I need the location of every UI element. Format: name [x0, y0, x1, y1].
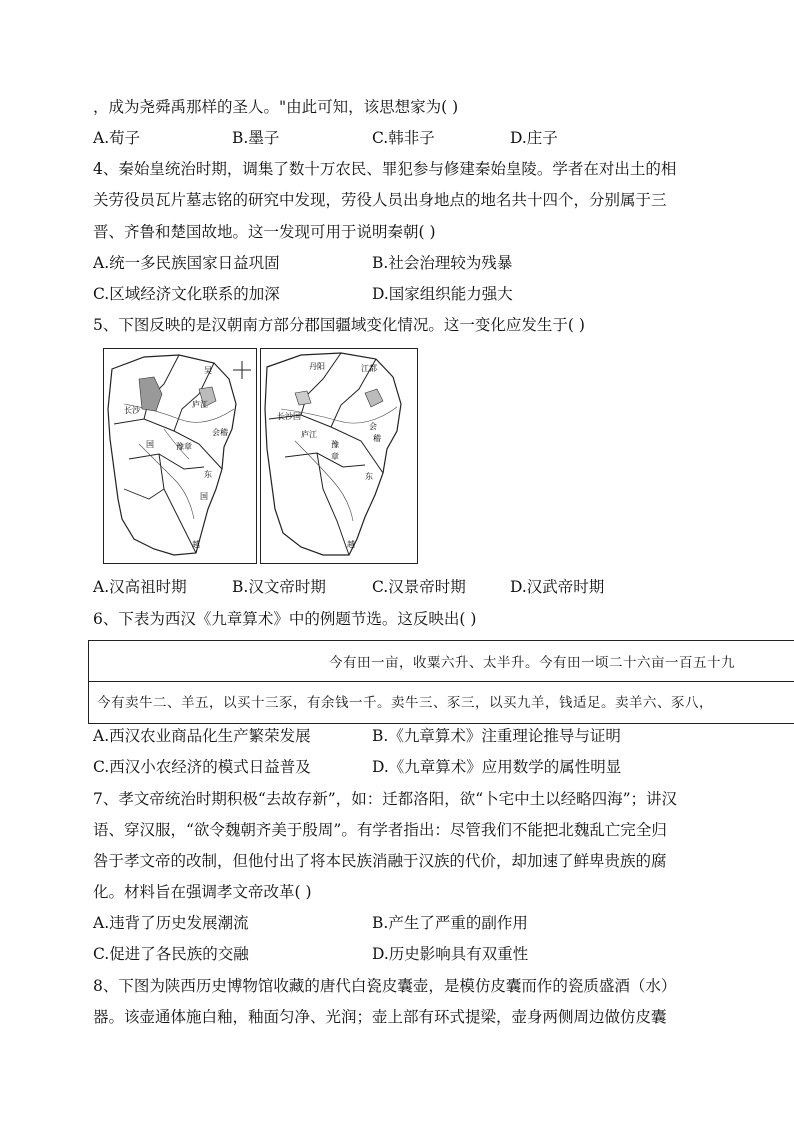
- question-4-stem-line3: 晋、齐鲁和楚国故地。这一发现可用于说明秦朝( ): [93, 223, 436, 241]
- question-8-stem-line1: 8、下图为陕西历史博物馆收藏的唐代白瓷皮囊壶，是模仿皮囊而作的瓷质盛酒（水）: [93, 977, 677, 995]
- map-label: 东: [365, 472, 373, 481]
- han-map-after: [260, 348, 418, 564]
- map-label: 越: [347, 540, 355, 549]
- table-row-divider: [89, 681, 794, 682]
- q4-option-a[interactable]: A.统一多民族国家日益巩固: [93, 254, 280, 272]
- q6-option-c[interactable]: C.西汉小农经济的模式日益普及: [93, 758, 311, 776]
- q4-option-d[interactable]: D.国家组织能力强大: [372, 285, 513, 303]
- han-map-after-drawing: [261, 349, 417, 563]
- map-label: 江都: [361, 364, 377, 373]
- map-label: 庐江: [301, 430, 317, 439]
- question-4-stem-line2: 关劳役员瓦片墓志铭的研究中发现，劳役人员出身地点的地名共十四个，分别属于三: [93, 191, 667, 209]
- q5-option-c[interactable]: C.汉景帝时期: [372, 578, 466, 596]
- question-7-stem-line3: 咎于孝文帝的改制，但他付出了将本民族消融于汉族的代价，却加速了鲜卑贵族的腐: [93, 852, 667, 870]
- q3-option-b[interactable]: B.墨子: [232, 129, 280, 147]
- map-label: 稽: [373, 434, 381, 443]
- q5-option-a[interactable]: A.汉高祖时期: [93, 578, 187, 596]
- map-label: 长沙国: [277, 412, 301, 421]
- q7-option-d[interactable]: D.历史影响具有双重性: [372, 945, 529, 963]
- q3-option-a[interactable]: A.荀子: [93, 129, 141, 147]
- question-3-stem-tail: ，成为尧舜禹那样的圣人。"由此可知，该思想家为( ): [93, 98, 459, 116]
- han-map-before-drawing: [104, 349, 256, 563]
- map-label: 国: [146, 440, 154, 449]
- map-label: 会: [369, 422, 377, 431]
- q7-option-b[interactable]: B.产生了严重的副作用: [372, 914, 528, 932]
- map-label: 丹阳: [309, 362, 325, 371]
- q6-option-d[interactable]: D.《九章算术》应用数学的属性明显: [372, 758, 622, 776]
- question-7-stem-line1: 7、孝文帝统治时期积极“去故存新”，如：迁都洛阳，欲“卜宅中土以经略四海”；讲汉: [93, 790, 678, 808]
- q4-option-c[interactable]: C.区域经济文化联系的加深: [93, 285, 280, 303]
- q3-option-c[interactable]: C.韩非子: [372, 129, 435, 147]
- q6-option-a[interactable]: A.西汉农业商品化生产繁荣发展: [93, 727, 311, 745]
- q3-option-d[interactable]: D.庄子: [510, 129, 558, 147]
- q5-option-b[interactable]: B.汉文帝时期: [232, 578, 326, 596]
- question-5-stem: 5、下图反映的是汉朝南方部分郡国疆域变化情况。这一变化应发生于( ): [93, 316, 585, 334]
- map-label: 国: [200, 492, 208, 501]
- question-7-stem-line2: 语、穿汉服，“欲令魏朝齐美于殷周”。有学者指出：尽管我们不能把北魏乱亡完全归: [93, 821, 667, 839]
- map-label: 庐江: [192, 400, 208, 409]
- map-label: 长沙: [124, 406, 140, 415]
- map-label: 豫章: [176, 442, 192, 451]
- map-label: 越: [192, 540, 200, 549]
- map-label: 会稽: [212, 428, 228, 437]
- q6-option-b[interactable]: B.《九章算术》注重理论推导与证明: [372, 727, 621, 745]
- question-8-stem-line2: 器。该壶通体施白釉，釉面匀净、光润；壶上部有环式提梁，壶身两侧周边做仿皮囊: [93, 1008, 667, 1026]
- question-4-stem-line1: 4、秦始皇统治时期，调集了数十万农民、罪犯参与修建秦始皇陵。学者在对出土的相: [93, 160, 677, 178]
- question-7-stem-line4: 化。材料旨在强调孝文帝改革( ): [93, 883, 312, 901]
- han-map-before: [103, 348, 257, 564]
- q7-option-c[interactable]: C.促进了各民族的交融: [93, 945, 249, 963]
- table-row-1: 今有田一亩，收粟六升、太半升。今有田一顷二十六亩一百五十九: [329, 655, 735, 671]
- table-row-2: 今有卖牛二、羊五，以买十三豕，有余钱一千。卖牛三、豕三，以买九羊，钱适足。卖羊六、豕八，: [97, 695, 713, 711]
- map-label: 章: [331, 452, 339, 461]
- q4-option-b[interactable]: B.社会治理较为残暴: [372, 254, 513, 272]
- q7-option-a[interactable]: A.违背了历史发展潮流: [93, 914, 249, 932]
- map-label: 吴: [204, 366, 212, 375]
- jiuzhang-table: [88, 640, 794, 724]
- map-label: 东: [204, 470, 212, 479]
- map-label: 豫: [331, 440, 339, 449]
- q5-option-d[interactable]: D.汉武帝时期: [510, 578, 605, 596]
- question-6-stem: 6、下表为西汉《九章算术》中的例题节选。这反映出( ): [93, 610, 477, 628]
